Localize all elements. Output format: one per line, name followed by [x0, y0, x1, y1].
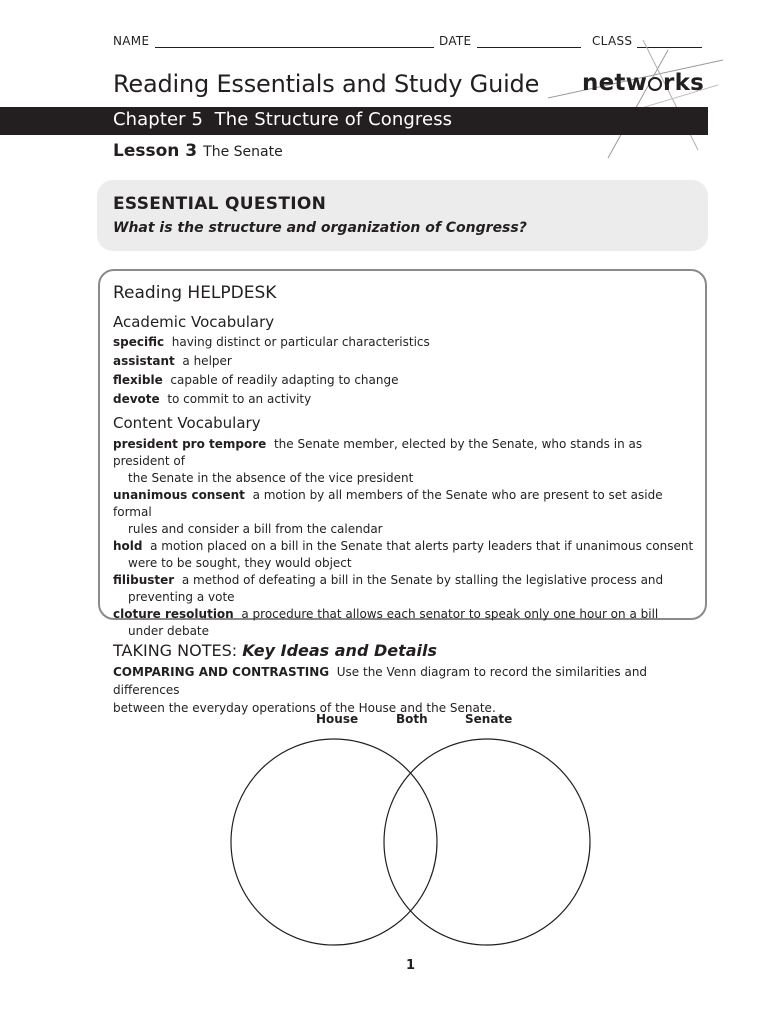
guide-title: Reading Essentials and Study Guide [113, 70, 540, 98]
vocab-definition-continued: were to be sought, they would object [128, 556, 352, 570]
essential-question-box [97, 180, 708, 251]
lesson-heading [113, 141, 283, 161]
venn-label-both: Both [396, 712, 428, 726]
essential-question-text: What is the structure and organization of Congress? [113, 220, 527, 236]
page-number: 1 [406, 958, 416, 973]
networks-logo [582, 70, 704, 96]
vocab-term: specific [113, 335, 165, 349]
lesson-number: Lesson 3 [113, 141, 198, 161]
vocab-term: unanimous consent [113, 488, 245, 502]
vocab-item [113, 372, 698, 389]
vocab-definition: capable of readily adapting to change [170, 373, 399, 387]
logo-text-start: netw [582, 70, 648, 96]
vocab-definition: a motion by all members of the Senate who are present to set aside formal [113, 488, 663, 519]
vocab-term: hold [113, 539, 143, 553]
vocab-item [113, 391, 698, 408]
content-vocabulary-list [113, 436, 698, 640]
vocab-definition: a motion placed on a bill in the Senate that alerts party leaders that if unanimous consent [150, 539, 694, 553]
venn-label-house: House [316, 712, 359, 726]
skill-label: COMPARING AND CONTRASTING [113, 665, 330, 679]
vocab-term: flexible [113, 373, 163, 387]
vocab-item [113, 538, 698, 555]
logo-text-end: rks [663, 70, 704, 96]
vocab-term: president pro tempore [113, 437, 267, 451]
class-label: CLASS [592, 34, 633, 48]
taking-notes-heading [113, 641, 437, 660]
date-label: DATE [439, 34, 472, 48]
name-field[interactable] [155, 47, 434, 48]
vocab-item [113, 353, 698, 370]
content-vocabulary-heading: Content Vocabulary [113, 414, 261, 432]
academic-vocabulary-list [113, 334, 698, 408]
vocab-item [113, 606, 698, 623]
venn-circle-senate[interactable] [384, 739, 590, 945]
vocab-item [113, 334, 698, 351]
vocab-definition: a procedure that allows each senator to speak only one hour on a bill [241, 607, 659, 621]
vocab-item [113, 572, 698, 589]
vocab-term: cloture resolution [113, 607, 234, 621]
chapter-title: Chapter 5 The Structure of Congress [113, 109, 453, 130]
vocab-item [113, 436, 698, 470]
venn-circle-house[interactable] [231, 739, 437, 945]
vocab-term: filibuster [113, 573, 175, 587]
academic-vocabulary-heading: Academic Vocabulary [113, 313, 275, 331]
instruction-line: Use the Venn diagram to record the similarities and differences [113, 665, 648, 697]
essential-question-heading: ESSENTIAL QUESTION [113, 194, 327, 214]
vocab-item [113, 487, 698, 521]
vocab-definition-continued: rules and consider a bill from the calendar [128, 522, 383, 536]
vocab-definition: a helper [182, 354, 232, 368]
vocab-definition-continued: preventing a vote [128, 590, 235, 604]
vocab-term: devote [113, 392, 160, 406]
networks-swoosh-icon [548, 40, 728, 160]
vocab-definition: having distinct or particular characteristics [171, 335, 430, 349]
vocab-definition: the Senate member, elected by the Senate, who stands in as president of [113, 437, 643, 468]
logo-globe-icon [648, 77, 662, 91]
taking-notes-instructions [113, 663, 713, 717]
taking-notes-focus: Key Ideas and Details [242, 641, 438, 660]
taking-notes-label: TAKING NOTES: [113, 641, 238, 660]
vocab-term: assistant [113, 354, 175, 368]
instruction-line: between the everyday operations of the House and the Senate. [113, 701, 496, 715]
vocab-definition: to commit to an activity [167, 392, 312, 406]
name-label: NAME [113, 34, 150, 48]
lesson-title: The Senate [203, 144, 283, 160]
helpdesk-title: Reading HELPDESK [113, 283, 277, 303]
vocab-definition-continued: the Senate in the absence of the vice president [128, 471, 414, 485]
venn-label-senate: Senate [465, 712, 513, 726]
vocab-definition: a method of defeating a bill in the Senate by stalling the legislative process and [181, 573, 664, 587]
venn-diagram[interactable] [226, 732, 596, 954]
vocab-definition-continued: under debate [128, 624, 210, 638]
